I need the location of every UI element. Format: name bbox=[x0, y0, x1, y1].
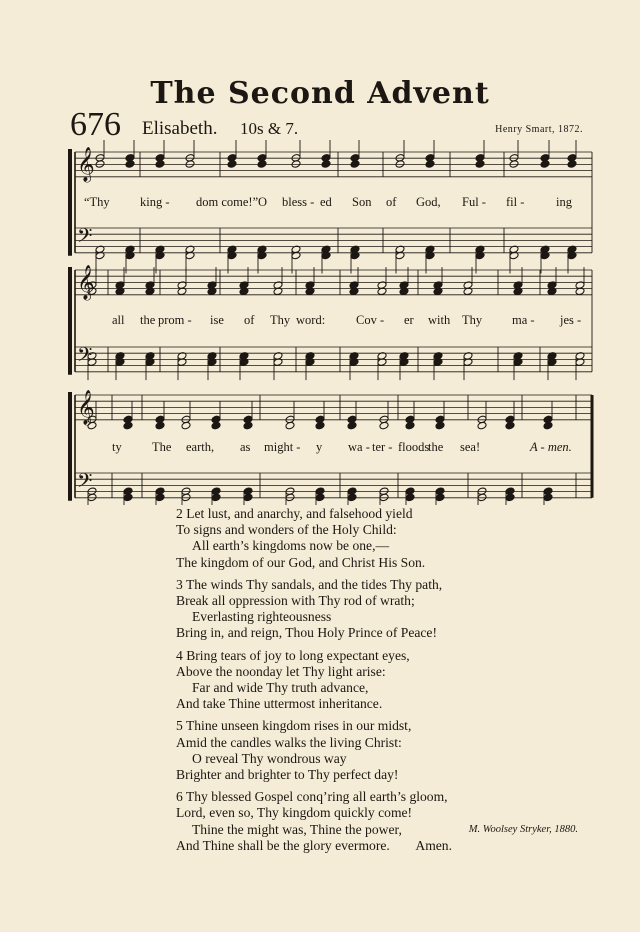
stanza-line-text: Far and wide Thy truth advance, bbox=[192, 680, 369, 696]
lyric-syllable: prom - bbox=[158, 313, 192, 327]
lyric-syllable: Cov - bbox=[356, 313, 385, 327]
stanza-line bbox=[176, 751, 596, 767]
note-head bbox=[425, 160, 435, 169]
note-head bbox=[347, 493, 357, 502]
stanza-line bbox=[176, 680, 596, 696]
stanza-line-text: Thine the might was, Thine the power, bbox=[192, 821, 402, 837]
stanza-line bbox=[176, 767, 596, 783]
stanza bbox=[176, 577, 596, 642]
note-head bbox=[321, 160, 331, 169]
lyric-syllable: ise bbox=[210, 313, 224, 327]
lyric-syllable: king - bbox=[140, 195, 170, 209]
note-head bbox=[435, 421, 445, 430]
note-head bbox=[379, 421, 389, 430]
note-head bbox=[405, 493, 415, 502]
note-head bbox=[243, 421, 253, 430]
stanza-line-text: Thine unseen kingdom rises in our midst, bbox=[185, 718, 412, 734]
lyric-syllable: Thy bbox=[270, 313, 291, 327]
stanza-line-text: The kingdom of our God, and Christ His Son. bbox=[176, 554, 426, 570]
bass-clef: 𝄢 bbox=[77, 469, 93, 497]
note-head bbox=[123, 421, 133, 430]
stanza-line bbox=[176, 577, 596, 593]
lyric-syllable: ing bbox=[556, 195, 572, 209]
lyric-syllable: might - bbox=[264, 440, 301, 454]
note-head bbox=[505, 421, 515, 430]
lyric-syllable: wa - bbox=[348, 440, 370, 454]
note-head bbox=[567, 160, 577, 169]
bass-clef: 𝄢 bbox=[77, 224, 93, 252]
stanza-list bbox=[176, 506, 596, 860]
stanza-line-text: The winds Thy sandals, and the tides Thy path, bbox=[185, 576, 443, 592]
lyric-syllable: sea! bbox=[460, 440, 481, 454]
lyric-syllable: bless - bbox=[282, 195, 315, 209]
treble-clef: 𝄞 bbox=[77, 390, 95, 425]
lyric-syllable: O bbox=[258, 195, 268, 209]
lyric-syllable: as bbox=[240, 440, 251, 454]
page-title: The Second Advent bbox=[150, 76, 490, 111]
stanza-line-text: And take Thine uttermost inheritance. bbox=[176, 696, 383, 712]
lyric-syllable: of bbox=[244, 313, 255, 327]
amen: Amen. bbox=[415, 837, 452, 853]
note-head bbox=[285, 421, 295, 430]
stanza-line bbox=[176, 664, 596, 680]
lyric-syllable: earth, bbox=[186, 440, 215, 454]
tune-name: Elisabeth. bbox=[142, 118, 218, 139]
stanza-number: 6 bbox=[176, 789, 186, 805]
lyric-syllable: the bbox=[428, 440, 444, 454]
lyric-syllable: with bbox=[428, 313, 451, 327]
lyric-syllable: ma - bbox=[512, 313, 535, 327]
note-head bbox=[543, 493, 553, 502]
stanza-line bbox=[176, 718, 596, 734]
stanza bbox=[176, 648, 596, 713]
note-head bbox=[405, 421, 415, 430]
lyric-syllable: jes - bbox=[560, 313, 582, 327]
note-head bbox=[505, 493, 515, 502]
note-head bbox=[435, 493, 445, 502]
stanza-line-text: Brighter and brighter to Thy perfect day! bbox=[176, 767, 399, 783]
stanza-number: 2 bbox=[176, 506, 187, 521]
author-credit: M. Woolsey Stryker, 1880. bbox=[468, 824, 578, 835]
lyric-syllable: God, bbox=[416, 195, 441, 209]
stanza-line bbox=[176, 696, 596, 712]
hymn-number: 676 bbox=[70, 106, 121, 143]
stanza-line-text: And Thine shall be the glory evermore. bbox=[176, 837, 390, 853]
note-head bbox=[125, 160, 135, 169]
note-head bbox=[477, 421, 487, 430]
stanza-number: 3 bbox=[176, 576, 186, 592]
stanza-line bbox=[176, 593, 596, 609]
stanza-number: 4 bbox=[176, 647, 187, 663]
note-head bbox=[475, 160, 485, 169]
treble-clef: 𝄞 bbox=[77, 147, 95, 182]
stanza-line bbox=[176, 625, 596, 641]
lyric-syllable: all bbox=[112, 313, 125, 327]
stanza-line-text: Everlasting righteousness bbox=[192, 609, 332, 625]
lyric-syllable: Ful - bbox=[462, 195, 486, 209]
stanza-line bbox=[176, 789, 596, 805]
stanza-line bbox=[176, 555, 596, 571]
lyric-syllable: The bbox=[152, 440, 172, 454]
note-head bbox=[155, 160, 165, 169]
stanza-line bbox=[176, 735, 596, 751]
lyric-syllable: floods bbox=[398, 440, 430, 454]
stanza-number: 5 bbox=[176, 718, 186, 734]
note-head bbox=[211, 421, 221, 430]
note-head bbox=[347, 421, 357, 430]
note-head bbox=[155, 493, 165, 502]
composer-credit: Henry Smart, 1872. bbox=[495, 124, 583, 135]
note-head bbox=[540, 160, 550, 169]
note-head bbox=[243, 493, 253, 502]
lyric-syllable: er bbox=[404, 313, 414, 327]
lyric-syllable: y bbox=[316, 440, 323, 454]
note-head bbox=[543, 421, 553, 430]
stanza-line-text: Let lust, and anarchy, and falsehood yield bbox=[186, 506, 413, 521]
note-head bbox=[181, 421, 191, 430]
note-head bbox=[123, 493, 133, 502]
stanza-line bbox=[176, 522, 596, 538]
stanza-line bbox=[176, 838, 452, 854]
stanza-line-text: All earth’s kingdoms now be one,— bbox=[192, 538, 390, 554]
stanza bbox=[176, 506, 596, 571]
stanza-line bbox=[176, 648, 596, 664]
stanza bbox=[176, 789, 596, 854]
lyric-syllable: word: bbox=[296, 313, 326, 327]
stanza-line-text: Bring tears of joy to long expectant eyes, bbox=[186, 647, 410, 663]
lyric-syllable: fil - bbox=[506, 195, 525, 209]
lyric-syllable: Thy bbox=[462, 313, 483, 327]
lyric-syllable: ty bbox=[112, 440, 122, 454]
stanza-line-text: Break all oppression with Thy rod of wrath; bbox=[176, 593, 415, 609]
lyric-syllable: Son bbox=[352, 195, 372, 209]
lyric-syllable: the bbox=[140, 313, 156, 327]
treble-clef: 𝄞 bbox=[77, 265, 95, 300]
note-head bbox=[257, 160, 267, 169]
lyric-syllable: dom come!” bbox=[196, 195, 259, 209]
stanza-line-text: Lord, even so, Thy kingdom quickly come! bbox=[176, 805, 413, 821]
note-head bbox=[315, 421, 325, 430]
stanza bbox=[176, 718, 596, 783]
stanza-line-text: Thy blessed Gospel conq’ring all earth’s gloom, bbox=[185, 789, 448, 805]
stanza-line-text: Amid the candles walks the living Christ: bbox=[176, 734, 402, 750]
lyric-syllable: ed bbox=[320, 195, 332, 209]
stanza-line-text: Bring in, and reign, Thou Holy Prince of Peace! bbox=[176, 625, 437, 641]
note-head bbox=[155, 421, 165, 430]
stanza-line bbox=[176, 805, 596, 821]
lyric-syllable: of bbox=[386, 195, 397, 209]
stanza-line bbox=[176, 538, 596, 554]
stanza-line bbox=[176, 506, 596, 522]
stanza-line-text: To signs and wonders of the Holy Child: bbox=[176, 522, 397, 538]
stanza-line-text: O reveal Thy wondrous way bbox=[192, 750, 347, 766]
note-head bbox=[350, 160, 360, 169]
lyric-syllable: “Thy bbox=[84, 195, 110, 209]
lyric-syllable: A - men. bbox=[530, 440, 572, 454]
lyric-syllable: ter - bbox=[372, 440, 393, 454]
note-head bbox=[227, 160, 237, 169]
stanza-line bbox=[176, 609, 596, 625]
stanza-line-text: Above the noonday let Thy light arise: bbox=[176, 663, 386, 679]
note-head bbox=[211, 493, 221, 502]
note-head bbox=[315, 493, 325, 502]
bass-clef: 𝄢 bbox=[77, 343, 93, 371]
meter: 10s & 7. bbox=[240, 119, 299, 138]
